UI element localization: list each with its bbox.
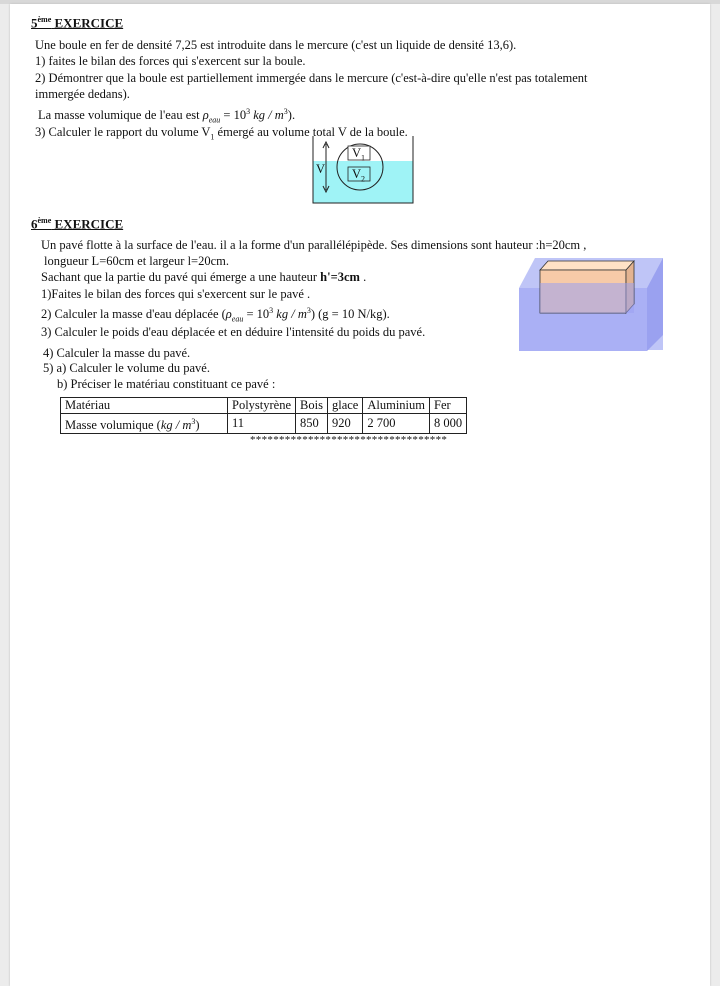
ex6-q1: 1)Faites le bilan des forces qui s'exercent sur le pavé .	[41, 287, 311, 301]
ex5-q1: 1) faites le bilan des forces qui s'exercent sur la boule.	[35, 54, 306, 68]
ex5-q2-line2: immergée dedans).	[35, 87, 130, 101]
table-cell: Matériau	[61, 398, 228, 414]
ex5-rho-line: La masse volumique de l'eau est $\rho_{eau} = 10^3$ kg / $m^3$).	[38, 107, 296, 125]
ex6-q3: 3) Calculer le poids d'eau déplacée et en déduire l'intensité du poids du pavé.	[41, 325, 426, 339]
ex5-intro: Une boule en fer de densité 7,25 est introduite dans le mercure (c'est un liquide de densité 13,6).	[35, 38, 517, 52]
ex6-block-figure	[518, 255, 664, 353]
block-top	[540, 261, 634, 270]
fig-v-label: V	[316, 162, 326, 176]
table-row	[61, 414, 467, 434]
ex6-q5b: b) Préciser le matériau constituant ce pavé :	[57, 377, 276, 391]
ex6-line1: Un pavé flotte à la surface de l'eau. il a la forme d'un parallélépipède. Ses dimensions sont hauteur :h=20cm ,	[41, 238, 587, 252]
table-cell: Polystyrène	[228, 398, 296, 414]
table-header-row	[61, 398, 467, 414]
table-cell: 850	[296, 414, 328, 434]
ex6-line3: Sachant que la partie du pavé qui émerge a une hauteur h'=3cm .	[41, 270, 367, 284]
ex6-line2: longueur L=60cm et largeur l=20cm.	[44, 254, 229, 268]
table-cell: 920	[327, 414, 362, 434]
table-cell: Bois	[296, 398, 328, 414]
table-cell: 2 700	[363, 414, 430, 434]
ex6-q2: 2) Calculer la masse d'eau déplacée ($\rho_{eau} = 10^3$ kg / $m^3$) (g = 10 N/kg).	[41, 306, 390, 324]
table-cell: Fer	[430, 398, 467, 414]
table-cell: Aluminium	[363, 398, 430, 414]
ex5-q3: 3) Calculer le rapport du volume $V_1$ émergé au volume total V de la boule.	[35, 125, 408, 142]
table-cell: glace	[327, 398, 362, 414]
separator-stars: **********************************	[250, 434, 448, 446]
ex5-q2-line1: 2) Démontrer que la boule est partiellement immergée dans le mercure (c'est-à-dire qu'elle n'est pas totalement	[35, 71, 588, 85]
ex6-q5a: 5) a) Calculer le volume du pavé.	[43, 361, 210, 375]
submerged-shade	[540, 283, 634, 313]
materials-table	[60, 397, 467, 434]
ex6-q4: 4) Calculer la masse du pavé.	[43, 346, 191, 360]
fig-v1-label: $V_1$	[352, 146, 366, 163]
table-cell: 11	[228, 414, 296, 434]
ex5-heading: 5ème EXERCICE	[31, 15, 124, 31]
table-row-label: Masse volumique $(kg / m^3)$	[61, 414, 228, 434]
table-cell: 8 000	[430, 414, 467, 434]
ex6-heading: 6ème EXERCICE	[31, 216, 124, 232]
fig-v2-label: $V_2$	[352, 167, 366, 184]
